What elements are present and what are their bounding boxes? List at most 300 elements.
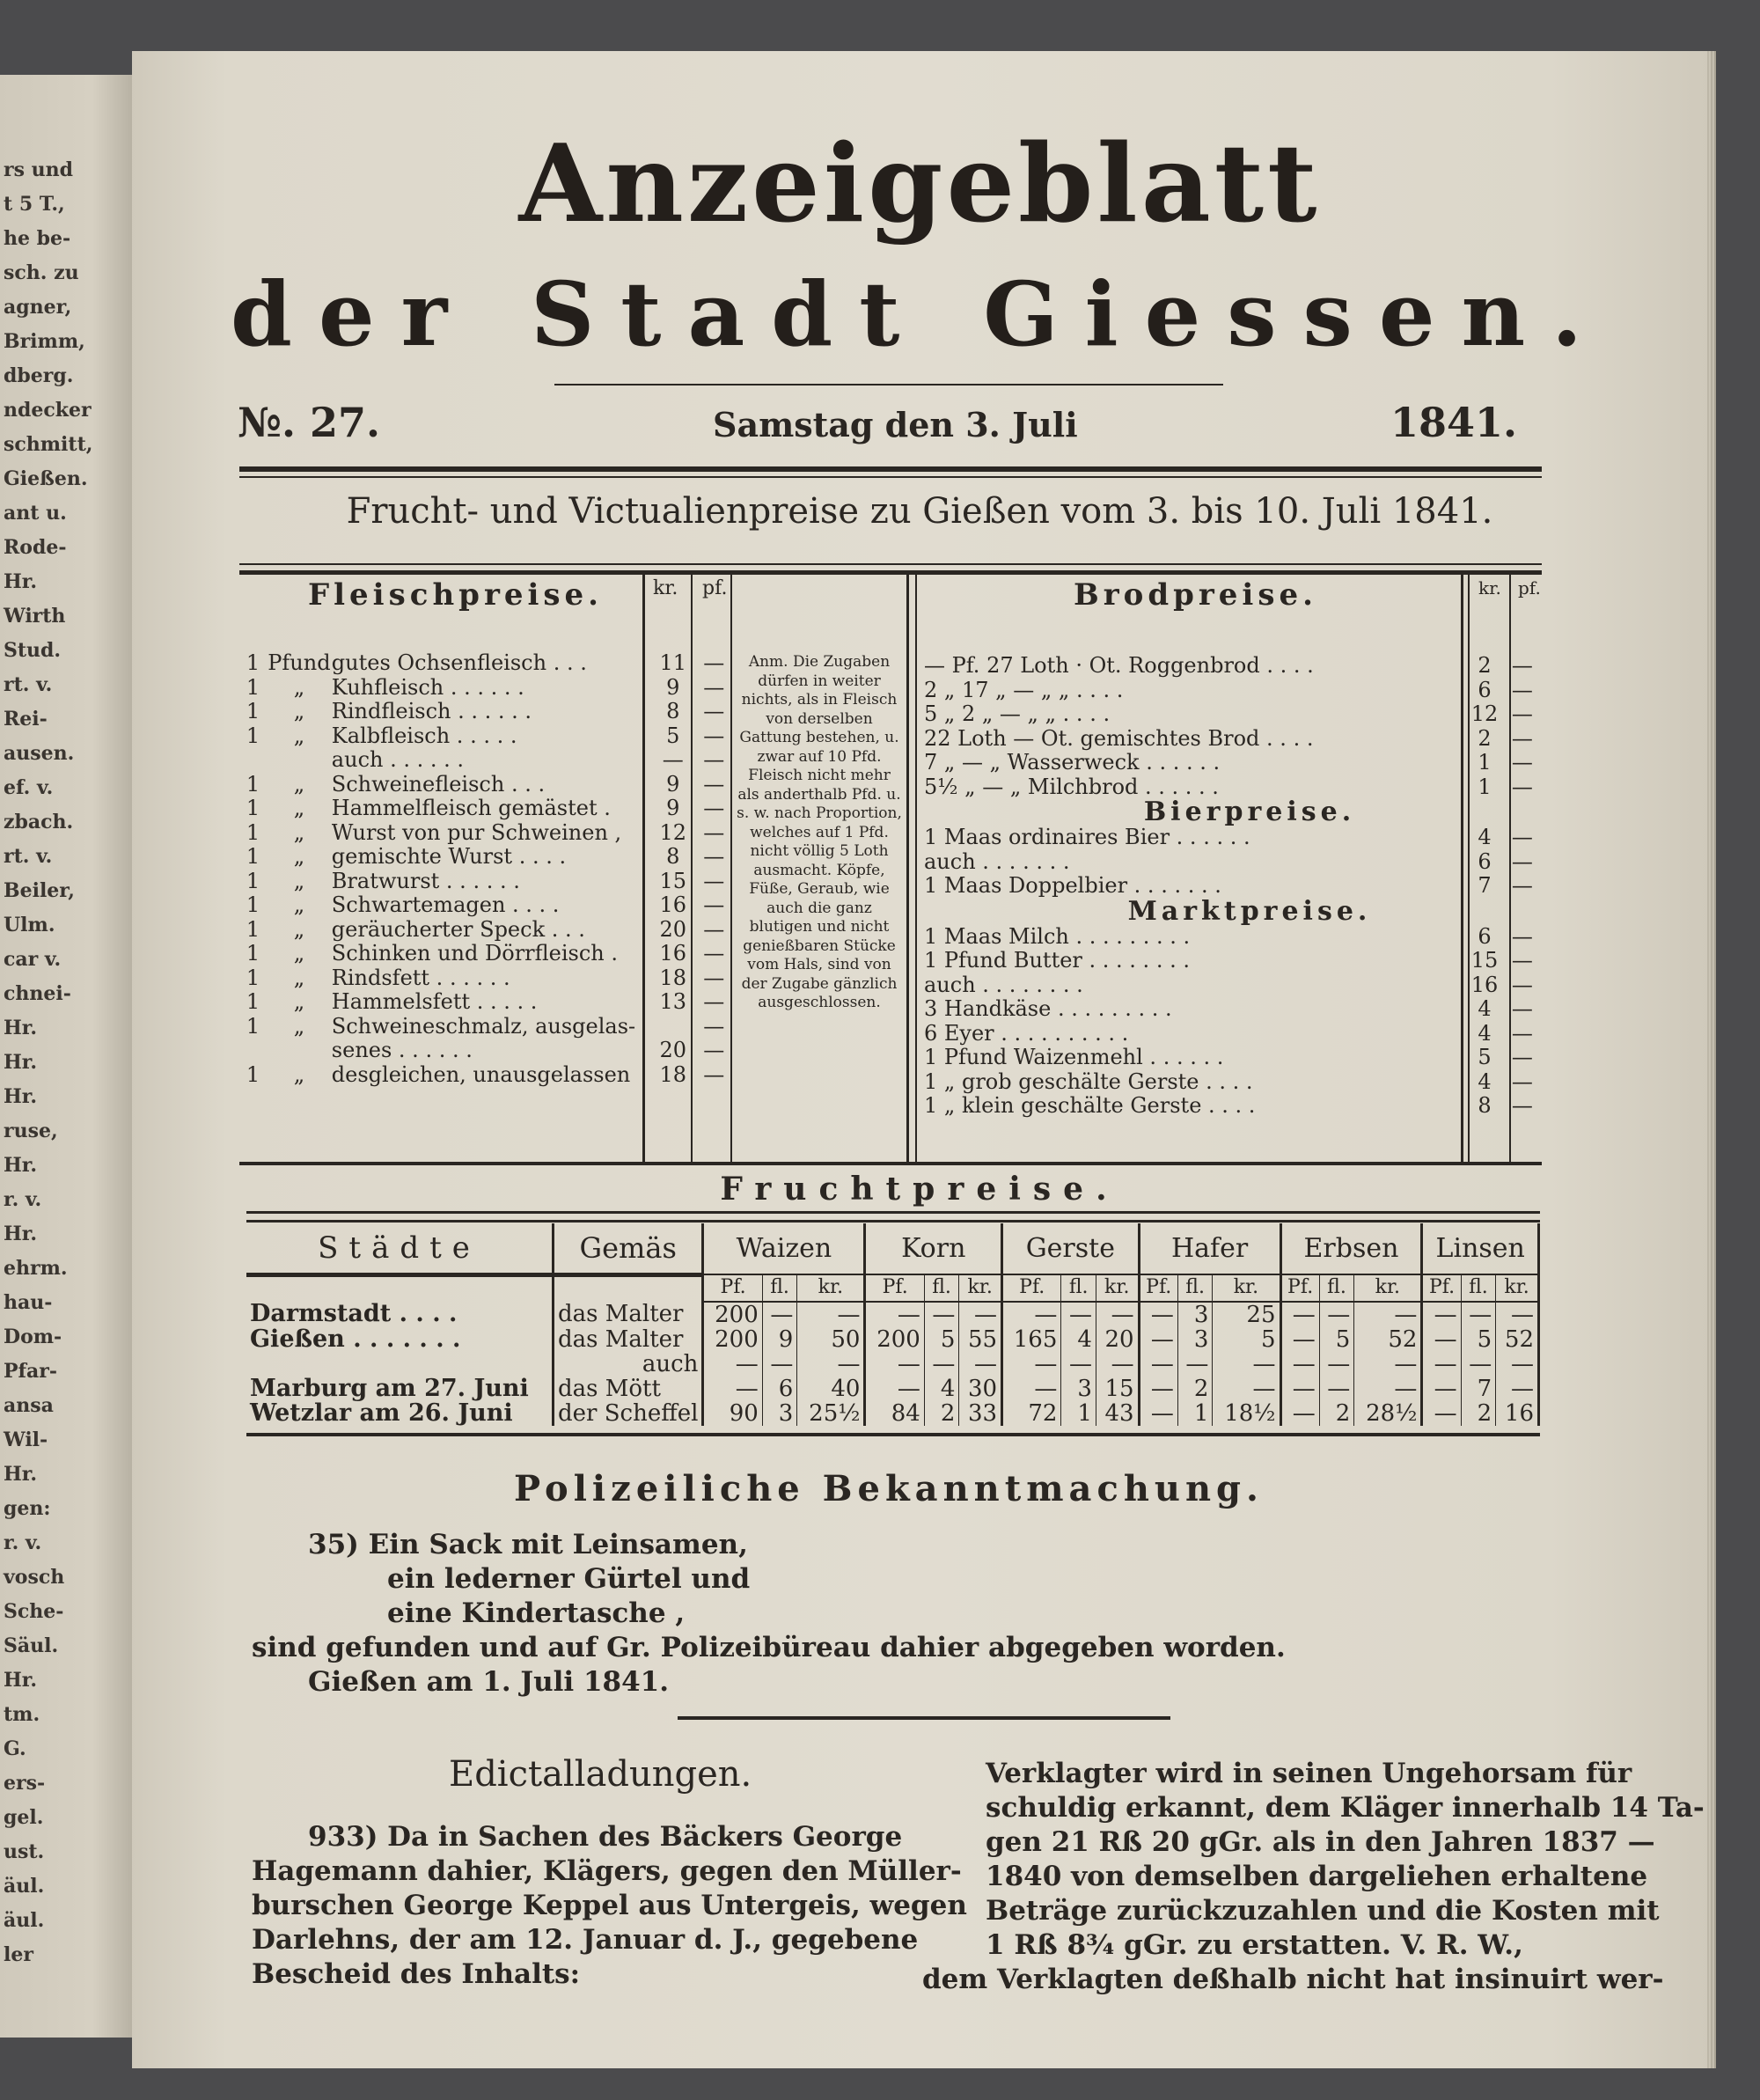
meat-qty: 1: [246, 723, 260, 748]
market-row: [924, 997, 1540, 1022]
market-kr: 5: [1478, 1045, 1492, 1069]
bread-row: [924, 727, 1540, 752]
meat-kr: 18: [659, 965, 686, 990]
bread-pf: —: [1511, 701, 1533, 726]
left-margin-fragment: Hr.: [4, 1051, 38, 1074]
beer-kr: 4: [1478, 825, 1492, 849]
left-margin-fragment: rt. v.: [4, 673, 53, 696]
meat-pf: —: [703, 650, 725, 675]
left-margin-fragment: Ulm.: [4, 914, 55, 936]
edict-right-line-5: Beträge zurückzuzahlen und die Kosten mit: [986, 1895, 1660, 1927]
meat-row: [239, 773, 732, 797]
meat-qty: 1: [246, 1013, 260, 1039]
fruit-cell: —: [797, 1302, 865, 1327]
fruit-cell: —: [1280, 1401, 1319, 1426]
meat-unit: [267, 1039, 332, 1063]
bread-kr: 6: [1478, 677, 1492, 702]
edict-left-line-5: Bescheid des Inhalts:: [252, 1958, 581, 1990]
meat-row: [239, 845, 732, 870]
meat-row: [239, 966, 732, 991]
fruit-col-measure: Gemäs: [554, 1223, 703, 1274]
fruit-subcol-header: fl.: [1461, 1274, 1496, 1302]
market-pf: —: [1511, 996, 1533, 1021]
meat-unit: „: [293, 941, 305, 966]
fruit-cell: —: [1002, 1302, 1061, 1327]
fruit-cell: —: [1139, 1377, 1177, 1401]
left-margin-fragment: äul.: [4, 1909, 45, 1932]
fruit-cell: 5: [924, 1327, 959, 1352]
bread-desc: 22 Loth — Ot. gemischtes Brod . . . .: [924, 726, 1314, 751]
bread-row: [924, 654, 1540, 679]
fruit-subcol-header: Pf.: [865, 1274, 924, 1302]
edict-left-line-2: Hagemann dahier, Klägers, gegen den Müller-: [252, 1855, 962, 1887]
fruit-subcol-header: Pf.: [1422, 1274, 1461, 1302]
market-pf: —: [1511, 1020, 1533, 1046]
fruit-cell: 4: [924, 1377, 959, 1401]
beer-row: [924, 850, 1540, 875]
fruit-subcol-header: Pf.: [1280, 1274, 1319, 1302]
meat-qty: 1: [246, 674, 260, 700]
left-margin-fragment: ansa: [4, 1394, 54, 1417]
bread-table: [924, 654, 1540, 1119]
fruit-cell: —: [1319, 1302, 1354, 1327]
masthead-subtitle: der Stadt Giessen.: [231, 262, 1609, 366]
fruit-cell: —: [762, 1302, 797, 1327]
beer-kr: 7: [1478, 873, 1492, 898]
market-row: [924, 973, 1540, 998]
meat-unit: „: [293, 1061, 305, 1087]
edict-right-line-7: dem Verklagten deßhalb nicht hat insinuirt wer-: [922, 1964, 1664, 1995]
bread-desc: 7 „ — „ Wasserweck . . . . . .: [924, 751, 1221, 775]
prices-title: Frucht- und Victualienpreise zu Gießen vom 3. bis 10. Juli 1841.: [346, 491, 1493, 532]
beer-title: Bierpreise.: [1143, 797, 1356, 827]
fruit-subcol-header: fl.: [762, 1274, 797, 1302]
left-margin-fragment: ler: [4, 1943, 33, 1966]
prices-rule-2: [239, 570, 1542, 575]
bread-title: Brodpreise.: [1074, 577, 1317, 613]
fruit-cell: —: [1002, 1352, 1061, 1377]
market-kr: 6: [1478, 923, 1492, 949]
fruit-cell: —: [1461, 1302, 1496, 1327]
left-margin-fragment: ef. v.: [4, 776, 54, 799]
fruit-subhead-spacer: [246, 1274, 554, 1302]
bread-pf: —: [1511, 750, 1533, 775]
fruit-row: [246, 1352, 1539, 1377]
meat-pf: —: [703, 844, 725, 869]
meat-kr: —: [662, 747, 684, 772]
fruit-cell: —: [1177, 1352, 1213, 1377]
meat-col-pf: pf.: [702, 577, 728, 599]
fruit-subcol-header: Pf.: [1139, 1274, 1177, 1302]
left-margin-fragment: Hr.: [4, 1223, 38, 1245]
edict-left-line-3: burschen George Keppel aus Untergeis, wegen: [252, 1890, 967, 1921]
fruit-cell: —: [1422, 1377, 1461, 1401]
fruit-cell: 25: [1213, 1302, 1280, 1327]
fruit-cell: 28½: [1354, 1401, 1422, 1426]
bread-kr: 1: [1478, 750, 1492, 775]
left-margin-fragment: Pfar-: [4, 1360, 57, 1383]
fruit-row: [246, 1377, 1539, 1401]
prices-rule-1: [239, 563, 1542, 565]
fruit-cell: 50: [797, 1327, 865, 1352]
meat-row: [239, 1063, 732, 1088]
fruit-cell: —: [1139, 1352, 1177, 1377]
fruit-cell: 1: [1177, 1401, 1213, 1426]
bread-desc: 5½ „ — „ Milchbrod . . . . . .: [924, 775, 1219, 799]
fruit-cell: —: [865, 1377, 924, 1401]
meat-item: senes . . . . . .: [331, 1039, 473, 1062]
meat-pf: —: [703, 699, 725, 723]
edict-right-line-4: 1840 von demselben dargeliehen erhaltene: [986, 1861, 1648, 1892]
fruit-cell: 9: [762, 1327, 797, 1352]
meat-qty: 1: [246, 796, 260, 820]
left-margin-fragment: Säul.: [4, 1634, 59, 1657]
fruit-bottom-rule: [246, 1433, 1540, 1436]
police-line-3: eine Kindertasche ,: [387, 1597, 686, 1629]
fruit-rule-1: [246, 1211, 1540, 1214]
left-margin-fragment: Dom-: [4, 1325, 62, 1348]
meat-qty: 1: [246, 819, 260, 845]
meat-row: [239, 870, 732, 894]
fruit-city: Gießen . . . . . . .: [246, 1327, 554, 1352]
fruit-cell: —: [924, 1352, 959, 1377]
fruit-cell: 25½: [797, 1401, 865, 1426]
left-margin-fragment: ehrm.: [4, 1257, 68, 1280]
market-desc: 1 „ klein geschälte Gerste . . . .: [924, 1094, 1256, 1118]
fruit-cell: 2: [924, 1401, 959, 1426]
meat-pf: —: [703, 868, 725, 893]
bread-row: [924, 751, 1540, 775]
meat-row: [239, 748, 732, 773]
meat-row: [239, 676, 732, 701]
bread-kr: 2: [1478, 725, 1492, 751]
fruit-measure: das Mött: [554, 1377, 703, 1401]
meat-qty: 1: [246, 868, 260, 893]
grain-header: Korn: [865, 1223, 1002, 1274]
meat-pf: —: [703, 819, 725, 845]
police-rule: [678, 1716, 1170, 1720]
meat-pf: —: [703, 941, 725, 966]
left-margin-fragment: zbach.: [4, 811, 74, 833]
fruit-cell: 2: [1461, 1401, 1496, 1426]
fruit-cell: —: [1280, 1377, 1319, 1401]
fruit-cell: —: [1002, 1377, 1061, 1401]
left-margin-fragment: ndecker: [4, 399, 92, 422]
meat-row: [239, 651, 732, 676]
fruit-subhead-spacer: [554, 1274, 703, 1302]
fruit-cell: —: [1139, 1401, 1177, 1426]
fruit-subcol-header: kr.: [797, 1274, 865, 1302]
fruit-subcol-header: Pf.: [1002, 1274, 1061, 1302]
fruit-cell: 16: [1496, 1401, 1539, 1426]
fruit-cell: 52: [1354, 1327, 1422, 1352]
bread-col-kr: kr.: [1478, 577, 1501, 598]
market-pf: —: [1511, 1093, 1533, 1118]
fruit-cell: —: [797, 1352, 865, 1377]
meat-note: Anm. Die Zugaben dürfen in weiter nichts, als in Fleisch von derselben Gattung bestehen, u. zwar auf 10 Pfd. Fleisch nicht mehr als anderthalb Pfd. u. s. w. nach Proportion, welches auf 1 Pfd. nicht völlig 5 Loth ausmacht. Köpfe, Füße, Geraub, wie auch die ganz blutigen und nicht genießbaren Stücke vom Hals, sind von der Zugabe gänzlich ausgeschlossen.: [737, 653, 902, 1011]
fruit-cell: —: [1061, 1352, 1096, 1377]
left-margin-fragment: rs und: [4, 158, 74, 181]
fruit-cell: 43: [1096, 1401, 1139, 1426]
fruit-measure: das Malter: [554, 1327, 703, 1352]
grain-header: Erbsen: [1280, 1223, 1422, 1274]
market-pf: —: [1511, 972, 1533, 997]
market-desc: 1 Pfund Waizenmehl . . . . . .: [924, 1046, 1224, 1069]
fruit-cell: 3: [1177, 1327, 1213, 1352]
meat-pf: —: [703, 965, 725, 990]
meat-item: Rindsfett . . . . . .: [331, 966, 510, 990]
meat-qty: 1: [246, 771, 260, 797]
masthead-rule: [554, 384, 1223, 385]
fruit-cell: 4: [1061, 1327, 1096, 1352]
market-desc: 3 Handkäse . . . . . . . . .: [924, 997, 1172, 1021]
left-margin-fragment: hau-: [4, 1291, 53, 1314]
meat-item: gutes Ochsenfleisch . . .: [331, 651, 587, 675]
beer-desc: auch . . . . . . .: [924, 849, 1070, 874]
market-row: [924, 1094, 1540, 1119]
fruit-cell: —: [865, 1352, 924, 1377]
meat-item: Kalbfleisch . . . . .: [331, 723, 517, 748]
fruit-row: [246, 1302, 1539, 1327]
fruit-cell: —: [1319, 1377, 1354, 1401]
meat-item: Schweineschmalz, ausgelas-: [331, 1014, 636, 1039]
edict-left-line-1: 933) Da in Sachen des Bäckers George: [308, 1821, 903, 1853]
meat-item: Hammelsfett . . . . .: [331, 990, 538, 1014]
meat-table: [239, 651, 732, 1087]
market-desc: 6 Eyer . . . . . . . . . .: [924, 1021, 1129, 1046]
meat-qty: 1: [246, 892, 260, 917]
fruit-cell: —: [762, 1352, 797, 1377]
fruit-cell: 5: [1461, 1327, 1496, 1352]
left-margin-fragment: t 5 T.,: [4, 193, 65, 216]
market-desc: auch . . . . . . . .: [924, 973, 1083, 997]
issue-year: 1841.: [1390, 399, 1518, 446]
meat-pf: —: [703, 674, 725, 700]
fruit-cell: 33: [959, 1401, 1002, 1426]
meat-pf: —: [703, 892, 725, 917]
market-pf: —: [1511, 1045, 1533, 1069]
header-thin-rule: [239, 476, 1542, 478]
meat-qty: 1: [246, 699, 260, 723]
left-margin-fragment: Wirth: [4, 605, 66, 628]
fruit-city: Darmstadt . . . .: [246, 1302, 554, 1327]
left-margin-fragment: Sche-: [4, 1600, 64, 1623]
meat-item: Schinken und Dörrfleisch .: [331, 942, 619, 966]
fruit-subcol-header: kr.: [1096, 1274, 1139, 1302]
meat-pf: —: [703, 747, 725, 772]
fruit-city: Marburg am 27. Juni: [246, 1377, 554, 1401]
meat-kr: 8: [666, 699, 680, 723]
bread-row: [924, 679, 1540, 703]
market-desc: 1 „ grob geschälte Gerste . . . .: [924, 1069, 1253, 1094]
meat-kr: 15: [659, 868, 686, 893]
left-margin-fragment: Gießen.: [4, 467, 88, 490]
left-margin-fragment: Hr.: [4, 1085, 38, 1108]
issue-date: Samstag den 3. Juli: [713, 405, 1078, 444]
meat-kr: 11: [659, 650, 686, 675]
left-margin-fragment: schmitt,: [4, 433, 93, 456]
fruit-cell: —: [865, 1302, 924, 1327]
meat-item: Bratwurst . . . . . .: [331, 869, 520, 893]
left-margin-fragment: Rode-: [4, 536, 67, 559]
fruit-cell: 52: [1496, 1327, 1539, 1352]
left-margin-fragment: Hr.: [4, 1463, 38, 1486]
meat-unit: „: [293, 723, 305, 748]
meat-unit: [267, 748, 332, 773]
meat-row: [239, 700, 732, 724]
fruit-cell: 6: [762, 1377, 797, 1401]
edict-right-line-2: schuldig erkannt, dem Kläger innerhalb 14 Ta-: [986, 1792, 1705, 1824]
meat-kr: [650, 1015, 696, 1039]
fruit-cell: —: [1422, 1327, 1461, 1352]
meat-qty: 1: [246, 941, 260, 966]
meat-unit: „: [293, 868, 305, 893]
edict-left-line-4: Darlehns, der am 12. Januar d. J., gegebene: [252, 1924, 919, 1956]
fruit-city: Wetzlar am 26. Juni: [246, 1401, 554, 1426]
fruit-cell: —: [924, 1302, 959, 1327]
fruit-cell: —: [1213, 1352, 1280, 1377]
market-row: [924, 925, 1540, 950]
bread-desc: 5 „ 2 „ — „ „ . . . .: [924, 702, 1111, 726]
fruit-cell: 200: [703, 1302, 762, 1327]
left-margin-fragment: Stud.: [4, 639, 62, 662]
meat-pf: —: [703, 1038, 725, 1062]
meat-unit: „: [293, 844, 305, 869]
left-margin-fragment: vosch: [4, 1566, 65, 1589]
fruit-cell: 2: [1319, 1401, 1354, 1426]
meat-qty: 1: [246, 965, 260, 990]
fruit-subcol-header: kr.: [1354, 1274, 1422, 1302]
meat-unit: „: [293, 674, 305, 700]
meat-qty: 1: [246, 650, 260, 675]
police-title: Polizeiliche Bekanntmachung.: [514, 1468, 1264, 1509]
bread-row: [924, 702, 1540, 727]
left-margin-fragment: Hr.: [4, 570, 38, 593]
meat-item: Wurst von pur Schweinen ,: [331, 820, 622, 845]
meat-col-kr: kr.: [653, 577, 678, 599]
meat-qty: 1: [246, 989, 260, 1014]
fruit-cell: 200: [865, 1327, 924, 1352]
police-line-4: sind gefunden und auf Gr. Polizeibüreau dahier abgegeben worden.: [252, 1632, 1286, 1663]
market-pf: —: [1511, 923, 1533, 949]
meat-unit: Pfund: [268, 650, 331, 675]
meat-item: gemischte Wurst . . . .: [331, 845, 567, 869]
market-kr: 15: [1470, 948, 1499, 973]
fruit-cell: 165: [1002, 1327, 1061, 1352]
meat-pf: —: [703, 723, 725, 748]
beer-desc: 1 Maas Doppelbier . . . . . . .: [924, 874, 1221, 898]
meat-row: [239, 942, 732, 966]
meat-row: [239, 1039, 732, 1063]
fruit-subcol-header: fl.: [1319, 1274, 1354, 1302]
meat-item: auch . . . . . .: [331, 748, 465, 772]
bread-desc: — Pf. 27 Loth · Ot. Roggenbrod . . . .: [924, 654, 1314, 678]
bread-col-pf: pf.: [1518, 577, 1541, 598]
meat-kr: 13: [659, 989, 686, 1014]
market-desc: 1 Pfund Butter . . . . . . . .: [924, 949, 1190, 973]
fruit-subcol-header: kr.: [1213, 1274, 1280, 1302]
meat-unit: „: [293, 796, 305, 820]
fruit-cell: —: [1422, 1401, 1461, 1426]
fruit-subcol-header: fl.: [1061, 1274, 1096, 1302]
meat-pf: —: [703, 1013, 725, 1039]
meat-qty: [239, 748, 267, 773]
left-margin-fragment: äul.: [4, 1875, 45, 1898]
meat-unit: „: [293, 699, 305, 723]
meat-kr: 9: [666, 796, 680, 820]
fruit-city: [246, 1352, 554, 1377]
meat-row: [239, 1015, 732, 1039]
fruit-cell: 84: [865, 1401, 924, 1426]
fruit-col-cities: Städte: [246, 1223, 554, 1274]
fruit-rule-2: [246, 1220, 1540, 1223]
grain-header: Linsen: [1422, 1223, 1539, 1274]
market-kr: 16: [1470, 972, 1499, 997]
meat-unit: „: [293, 1013, 305, 1039]
fruit-cell: —: [1096, 1302, 1139, 1327]
left-margin-fragment: Beiler,: [4, 879, 75, 902]
left-margin-fragment: gen:: [4, 1497, 51, 1520]
fruit-cell: —: [1422, 1302, 1461, 1327]
bread-pf: —: [1511, 725, 1533, 751]
meat-item: Kuhfleisch . . . . . .: [331, 675, 524, 700]
fruit-cell: —: [1096, 1352, 1139, 1377]
left-margin-fragment: tm.: [4, 1703, 40, 1726]
meat-pf: —: [703, 1061, 725, 1087]
fruit-cell: 30: [959, 1377, 1002, 1401]
left-margin-fragment: ust.: [4, 1840, 45, 1863]
bread-pf: —: [1511, 774, 1533, 799]
fruit-cell: —: [1422, 1352, 1461, 1377]
meat-row: [239, 821, 732, 846]
beer-title-row: [924, 799, 1540, 826]
police-line-5: Gießen am 1. Juli 1841.: [308, 1666, 670, 1698]
left-margin-fragment: rt. v.: [4, 845, 53, 868]
beer-pf: —: [1511, 873, 1533, 898]
meat-qty: 1: [246, 916, 260, 942]
market-title-row: [924, 899, 1540, 925]
bread-desc: 2 „ 17 „ — „ „ . . . .: [924, 678, 1124, 702]
left-margin-fragment: ruse,: [4, 1120, 58, 1142]
market-pf: —: [1511, 1068, 1533, 1094]
left-margin-fragment: ers-: [4, 1772, 46, 1795]
left-margin-fragment: Hr.: [4, 1669, 38, 1692]
meat-kr: 20: [659, 916, 686, 942]
grain-header: Gerste: [1002, 1223, 1140, 1274]
meat-pf: —: [703, 771, 725, 797]
left-margin-fragment: gel.: [4, 1806, 44, 1829]
meat-item: Hammelfleisch gemästet .: [331, 797, 611, 820]
beer-pf: —: [1511, 848, 1533, 874]
fruit-cell: —: [1280, 1352, 1319, 1377]
meat-qty: 1: [246, 844, 260, 869]
fruit-cell: 7: [1461, 1377, 1496, 1401]
edict-right-line-1: Verklagter wird in seinen Ungehorsam für: [986, 1758, 1632, 1789]
fruit-row: [246, 1401, 1539, 1426]
market-kr: 4: [1478, 996, 1492, 1021]
beer-row: [924, 874, 1540, 899]
market-row: [924, 1046, 1540, 1070]
fruit-title: Fruchtpreise.: [720, 1171, 1119, 1208]
meat-pf: —: [703, 796, 725, 820]
edict-title: Edictalladungen.: [449, 1754, 752, 1795]
meat-item: Schwartemagen . . . .: [331, 893, 560, 917]
market-row: [924, 1070, 1540, 1095]
left-margin-fragment: Rei-: [4, 708, 48, 731]
fruit-measure: auch: [554, 1352, 703, 1377]
fruit-cell: 90: [703, 1401, 762, 1426]
police-line-2: ein lederner Gürtel und: [387, 1563, 751, 1595]
